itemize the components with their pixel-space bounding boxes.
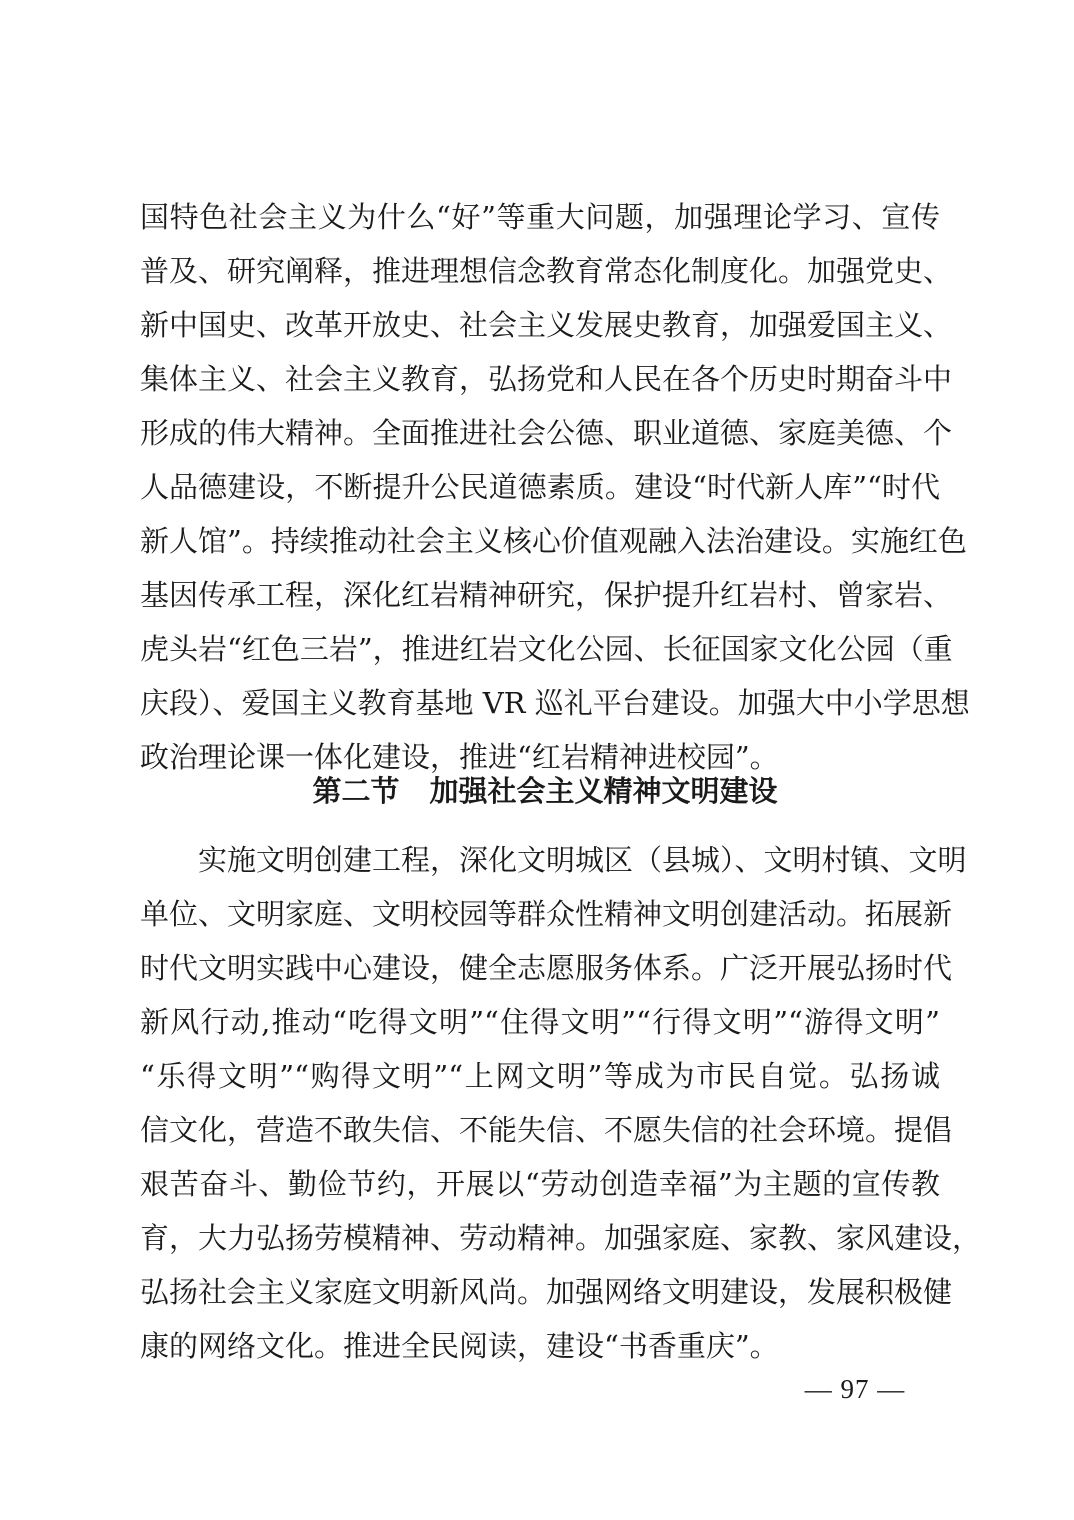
paragraph-line: “乐得文明”“购得文明”“上网文明”等成为市民自觉。弘扬诚 — [140, 1059, 940, 1093]
paragraph-line: 庆段）、爱国主义教育基地 VR 巡礼平台建设。加强大中小学思想 — [140, 686, 970, 720]
paragraph-line: 弘扬社会主义家庭文明新风尚。加强网络文明建设，发展积极健 — [140, 1275, 953, 1309]
section-number: 第二节 — [312, 774, 400, 808]
paragraph-line: 艰苦奋斗、勤俭节约，开展以“劳动创造幸福”为主题的宣传教 — [140, 1167, 940, 1201]
paragraph-line: 普及、研究阐释，推进理想信念教育常态化制度化。加强党史、 — [140, 254, 953, 288]
paragraph-line: 实施文明创建工程，深化文明城区（县城）、文明村镇、文明 — [140, 843, 967, 877]
paragraph-line: 集体主义、社会主义教育，弘扬党和人民在各个历史时期奋斗中 — [140, 362, 953, 396]
paragraph-line: 人品德建设，不断提升公民道德素质。建设“时代新人库”“时代 — [140, 470, 940, 504]
paragraph-line: 新中国史、改革开放史、社会主义发展史教育，加强爱国主义、 — [140, 308, 953, 342]
paragraph-line: 康的网络文化。推进全民阅读，建设“书香重庆”。 — [140, 1329, 779, 1363]
body-paragraph-ideals-education — [140, 190, 970, 784]
paragraph-line: 新人馆”。持续推动社会主义核心价值观融入法治建设。实施红色 — [140, 524, 967, 558]
paragraph-line: 育，大力弘扬劳模精神、劳动精神。加强家庭、家教、家风建设， — [140, 1221, 982, 1255]
paragraph-line: 单位、文明家庭、文明校园等群众性精神文明创建活动。拓展新 — [140, 897, 953, 931]
paragraph-line: 虎头岩“红色三岩”，推进红岩文化公园、长征国家文化公园（重 — [140, 632, 953, 666]
paragraph-line: 新风行动,推动“吃得文明”“住得文明”“行得文明”“游得文明” — [140, 1005, 940, 1039]
paragraph-line: 形成的伟大精神。全面推进社会公德、职业道德、家庭美德、个 — [140, 416, 953, 450]
body-paragraph-civilization-building — [140, 833, 982, 1373]
section-heading — [0, 764, 1074, 818]
page-number: — 97 — — [804, 1374, 906, 1404]
paragraph-line: 时代文明实践中心建设，健全志愿服务体系。广泛开展弘扬时代 — [140, 951, 953, 985]
paragraph-line: 国特色社会主义为什么“好”等重大问题，加强理论学习、宣传 — [140, 200, 940, 234]
paragraph-line: 基因传承工程，深化红岩精神研究，保护提升红岩村、曾家岩、 — [140, 578, 953, 612]
paragraph-line: 信文化，营造不敢失信、不能失信、不愿失信的社会环境。提倡 — [140, 1113, 953, 1147]
section-title: 加强社会主义精神文明建设 — [429, 774, 778, 808]
paragraph-line: 政治理论课一体化建设，推进“红岩精神进校园”。 — [140, 740, 779, 774]
